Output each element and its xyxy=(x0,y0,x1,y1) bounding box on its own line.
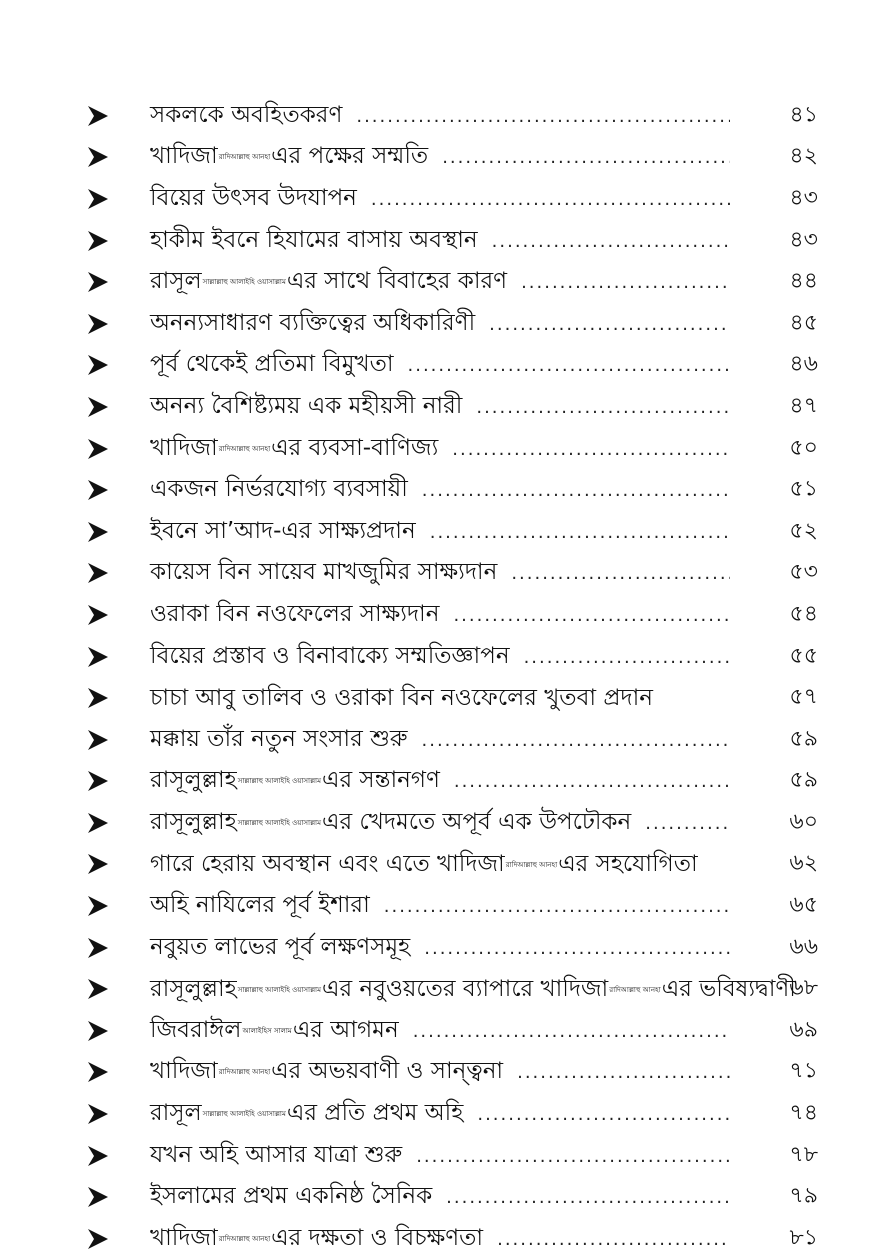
toc-entry-title xyxy=(150,516,730,548)
toc-entry[interactable] xyxy=(0,1135,870,1177)
toc-entry[interactable] xyxy=(0,469,870,511)
arrow-bullet-icon xyxy=(86,146,110,168)
arrow-bullet-icon xyxy=(86,1186,110,1208)
toc-entry[interactable] xyxy=(0,968,870,1010)
toc-entry-title xyxy=(150,641,730,673)
toc-page-number: ৪২ xyxy=(789,143,818,169)
dot-leader xyxy=(424,934,730,964)
toc-entry-text: অহি নাযিলের পূর্ব ইশারা xyxy=(150,892,370,919)
toc-entry-title xyxy=(150,1056,730,1088)
toc-entry-text: রাসূলুল্লাহ xyxy=(150,767,237,794)
toc-entry[interactable] xyxy=(0,802,870,844)
arrow-bullet-icon xyxy=(86,230,110,252)
toc-page-number: ৪৪ xyxy=(789,268,818,294)
arrow-bullet-icon xyxy=(86,479,110,501)
dot-leader xyxy=(452,435,730,465)
dot-leader xyxy=(645,809,730,839)
toc-entry-text: খাদিজা xyxy=(150,434,218,461)
dot-leader xyxy=(492,227,730,257)
toc-entry-text: এর সহযোগিতা xyxy=(558,851,698,878)
arrow-bullet-icon xyxy=(86,354,110,376)
arrow-bullet-icon xyxy=(86,1061,110,1083)
toc-entry-title xyxy=(150,1223,730,1255)
toc-entry-text: এর প্রতি প্রথম অহি xyxy=(286,1100,464,1127)
toc-entry-title xyxy=(150,724,730,756)
toc-entry-text: চাচা আবু তালিব ও ওরাকা বিন নওফেলের খুতবা প্রদান xyxy=(150,685,653,712)
toc-entry[interactable] xyxy=(0,95,870,137)
dot-leader xyxy=(497,1225,730,1255)
honorific-mark: সাল্লাল্লাহু আলাইহি ওয়াসাল্লাম xyxy=(237,818,321,827)
toc-page-number: ৭৮ xyxy=(789,1142,818,1168)
arrow-bullet-icon xyxy=(86,562,110,584)
arrow-bullet-icon xyxy=(86,188,110,210)
toc-entry-text: এর দক্ষতা ও বিচক্ষণতা xyxy=(271,1224,484,1251)
toc-entry-text: এর খেদমতে অপূর্ব এক উপঢৌকন xyxy=(321,808,632,835)
toc-entry[interactable] xyxy=(0,261,870,303)
arrow-bullet-icon xyxy=(86,271,110,293)
arrow-bullet-icon xyxy=(86,604,110,626)
dot-leader xyxy=(356,102,730,132)
toc-entry-title xyxy=(150,266,730,298)
toc-entry-text: সকলকে অবহিতকরণ xyxy=(150,101,343,128)
dot-leader xyxy=(454,767,730,797)
toc-page-number: ৫৯ xyxy=(789,726,818,752)
toc-page-number: ৬৯ xyxy=(789,1017,818,1043)
toc-entry-text: খাদিজা xyxy=(150,143,218,170)
toc-entry-title xyxy=(150,765,730,797)
toc-page-number: ৪৭ xyxy=(789,393,818,419)
toc-entry[interactable] xyxy=(0,511,870,553)
toc-entry-title xyxy=(150,474,730,506)
toc-entry-text: মক্কায় তাঁর নতুন সংসার শুরু xyxy=(150,725,408,752)
dot-leader xyxy=(442,143,730,173)
toc-entry-text: এর অভয়বাণী ও সান্ত্বনা xyxy=(271,1058,504,1085)
arrow-bullet-icon xyxy=(86,1228,110,1250)
toc-page-number: ৭৪ xyxy=(789,1100,818,1126)
honorific-mark: সাল্লাল্লাহু আলাইহি ওয়াসাল্লাম xyxy=(202,1110,286,1119)
toc-entry[interactable] xyxy=(0,927,870,969)
dot-leader xyxy=(511,559,730,589)
toc-entry[interactable] xyxy=(0,844,870,886)
toc-entry[interactable] xyxy=(0,428,870,470)
arrow-bullet-icon xyxy=(86,521,110,543)
toc-page-number: ৬২ xyxy=(789,850,818,876)
toc-entry[interactable] xyxy=(0,137,870,179)
toc-entry-title xyxy=(150,100,730,132)
honorific-mark: আলাইহিস সালাম xyxy=(242,1026,292,1035)
toc-entry-title xyxy=(150,433,730,465)
toc-entry[interactable] xyxy=(0,885,870,927)
toc-entry-text: জিবরাঈল xyxy=(150,1016,242,1043)
toc-entry[interactable] xyxy=(0,594,870,636)
arrow-bullet-icon xyxy=(86,396,110,418)
toc-entry[interactable] xyxy=(0,1218,870,1260)
toc-page-number: ৫০ xyxy=(789,435,818,461)
toc-entry-text: এর নবুওয়তের ব্যাপারে খাদিজা xyxy=(321,976,609,1003)
honorific-mark: সাল্লাল্লাহু আলাইহি ওয়াসাল্লাম xyxy=(237,986,321,995)
toc-entry[interactable] xyxy=(0,178,870,220)
toc-entry-text: এর সন্তানগণ xyxy=(321,767,440,794)
toc-entry-text: অনন্যসাধারণ ব্যক্তিত্বের অধিকারিণী xyxy=(150,309,476,336)
arrow-bullet-icon xyxy=(86,1103,110,1125)
toc-entry-text: এর ভবিষ্যদ্বাণী xyxy=(661,976,796,1003)
toc-page-number: ৭১ xyxy=(789,1058,818,1084)
toc-entry-title xyxy=(150,349,730,381)
toc-entry[interactable] xyxy=(0,303,870,345)
toc-entry-title xyxy=(150,849,730,879)
toc-entry[interactable] xyxy=(0,345,870,387)
toc-entry-text: হাকীম ইবনে হিযামের বাসায় অবস্থান xyxy=(150,226,478,253)
toc-page-number: ৫২ xyxy=(789,518,818,544)
toc-page-number: ৬৫ xyxy=(789,892,818,918)
honorific-mark: রাদিআল্লাহু আনহা xyxy=(218,153,271,162)
toc-entry-title xyxy=(150,1181,730,1213)
toc-entry[interactable] xyxy=(0,1093,870,1135)
dot-leader xyxy=(371,185,730,215)
dot-leader xyxy=(408,351,731,381)
toc-page-number: ৫৯ xyxy=(789,767,818,793)
dot-leader xyxy=(477,1100,730,1130)
toc-entry-title xyxy=(150,1140,730,1172)
arrow-bullet-icon xyxy=(86,812,110,834)
toc-entry-text: রাসূলুল্লাহ xyxy=(150,976,237,1003)
toc-entry-text: রাসূল xyxy=(150,1100,202,1127)
honorific-mark: সাল্লাল্লাহু আলাইহি ওয়াসাল্লাম xyxy=(202,278,286,287)
toc-entry-text: খাদিজা xyxy=(150,1224,218,1251)
toc-entry-text: এর ব্যবসা-বাণিজ্য xyxy=(271,434,439,461)
arrow-bullet-icon xyxy=(86,937,110,959)
toc-page-number: ৫৭ xyxy=(789,684,818,710)
honorific-mark: রাদিআল্লাহু আনহা xyxy=(218,444,271,453)
toc-page-number: ৭৯ xyxy=(789,1183,818,1209)
toc-entry[interactable] xyxy=(0,553,870,595)
toc-entry[interactable] xyxy=(0,761,870,803)
toc-entry-title xyxy=(150,890,730,922)
arrow-bullet-icon xyxy=(86,895,110,917)
toc-page-number: ৪৫ xyxy=(789,310,818,336)
toc-entry-title xyxy=(150,183,730,215)
toc-entry-text: এর পক্ষের সম্মতি xyxy=(271,143,429,170)
dot-leader xyxy=(446,1183,730,1213)
dot-leader xyxy=(517,1058,730,1088)
dot-leader xyxy=(453,601,730,631)
toc-entry-title xyxy=(150,141,730,173)
toc-page-number: ৪৩ xyxy=(789,227,818,253)
toc-page-number: ৬৮ xyxy=(789,975,818,1001)
toc-entry-text: এর আগমন xyxy=(292,1016,399,1043)
toc-entry-text: খাদিজা xyxy=(150,1058,218,1085)
toc-entry-title xyxy=(150,683,730,713)
toc-entry-text: কায়েস বিন সায়েব মাখজুমির সাক্ষ্যদান xyxy=(150,559,498,586)
arrow-bullet-icon xyxy=(86,105,110,127)
toc-entry-title xyxy=(150,599,730,631)
toc-entry-text: ওরাকা বিন নওফেলের সাক্ষ্যদান xyxy=(150,600,440,627)
toc-entry[interactable] xyxy=(0,719,870,761)
toc-entry[interactable] xyxy=(0,677,870,719)
toc-entry-title xyxy=(150,308,730,340)
arrow-bullet-icon xyxy=(86,978,110,1000)
toc-page-number: ৫৩ xyxy=(789,559,818,585)
toc-entry-text: নবুয়ত লাভের পূর্ব লক্ষণসমূহ xyxy=(150,933,411,960)
dot-leader xyxy=(413,1017,730,1047)
arrow-bullet-icon xyxy=(86,853,110,875)
arrow-bullet-icon xyxy=(86,438,110,460)
arrow-bullet-icon xyxy=(86,313,110,335)
honorific-mark: রাদিআল্লাহু আনহা xyxy=(218,1234,271,1243)
dot-leader xyxy=(476,393,730,423)
arrow-bullet-icon xyxy=(86,1020,110,1042)
toc-entry-text: অনন্য বৈশিষ্ট্যময় এক মহীয়সী নারী xyxy=(150,392,463,419)
toc-entry-text: ইসলামের প্রথম একনিষ্ঠ সৈনিক xyxy=(150,1183,433,1210)
dot-leader xyxy=(384,892,730,922)
arrow-bullet-icon xyxy=(86,646,110,668)
toc-page-number: ৪৬ xyxy=(789,351,818,377)
toc-entry-text: রাসূল xyxy=(150,268,202,295)
toc-entry-title xyxy=(150,1098,730,1130)
toc-entry-title xyxy=(150,807,730,839)
dot-leader xyxy=(422,476,730,506)
toc-page-number: ৬০ xyxy=(789,809,818,835)
toc-entry[interactable] xyxy=(0,220,870,262)
dot-leader xyxy=(430,518,730,548)
honorific-mark: রাদিআল্লাহু আনহা xyxy=(505,861,558,870)
toc-entry-text: বিয়ের উৎসব উদযাপন xyxy=(150,184,357,211)
toc-page-number: ৫৫ xyxy=(789,643,818,669)
toc-entry-title xyxy=(150,557,730,589)
toc-page-number: ৬৬ xyxy=(789,934,818,960)
toc-entry-title xyxy=(150,225,730,257)
toc-page-number: ৫৪ xyxy=(789,601,818,627)
dot-leader xyxy=(489,310,730,340)
honorific-mark: রাদিআল্লাহু আনহা xyxy=(609,986,661,995)
dot-leader xyxy=(422,726,730,756)
dot-leader xyxy=(416,1142,730,1172)
toc-page-number: ৪৩ xyxy=(789,185,818,211)
dot-leader xyxy=(521,268,730,298)
table-of-contents xyxy=(0,95,870,1260)
toc-page-number: ৪১ xyxy=(789,102,818,128)
honorific-mark: সাল্লাল্লাহু আলাইহি ওয়াসাল্লাম xyxy=(237,777,321,786)
dot-leader xyxy=(524,643,730,673)
toc-entry-text: যখন অহি আসার যাত্রা শুরু xyxy=(150,1141,403,1168)
toc-entry-text: পূর্ব থেকেই প্রতিমা বিমুখতা xyxy=(150,351,394,378)
toc-entry-text: রাসূলুল্লাহ xyxy=(150,808,237,835)
toc-page-number: ৫১ xyxy=(789,476,818,502)
toc-entry-text: এর সাথে বিবাহের কারণ xyxy=(286,268,508,295)
toc-entry-title xyxy=(150,932,730,964)
toc-entry[interactable] xyxy=(0,1176,870,1218)
toc-entry-title xyxy=(150,974,796,1004)
toc-entry[interactable] xyxy=(0,386,870,428)
toc-entry[interactable] xyxy=(0,1052,870,1094)
arrow-bullet-icon xyxy=(86,687,110,709)
arrow-bullet-icon xyxy=(86,770,110,792)
toc-entry[interactable] xyxy=(0,636,870,678)
toc-entry-title xyxy=(150,1015,730,1047)
honorific-mark: রাদিআল্লাহু আনহা xyxy=(218,1068,271,1077)
toc-entry-text: বিয়ের প্রস্তাব ও বিনাবাক্যে সম্মতিজ্ঞাপন xyxy=(150,642,510,669)
arrow-bullet-icon xyxy=(86,729,110,751)
toc-entry-text: একজন নির্ভরযোগ্য ব্যবসায়ী xyxy=(150,476,408,503)
toc-entry-text: ইবনে সা’আদ-এর সাক্ষ্যপ্রদান xyxy=(150,517,416,544)
toc-entry-text: গারে হেরায় অবস্থান এবং এতে খাদিজা xyxy=(150,851,505,878)
toc-page-number: ৮১ xyxy=(789,1225,818,1251)
toc-entry-title xyxy=(150,391,730,423)
toc-entry[interactable] xyxy=(0,1010,870,1052)
arrow-bullet-icon xyxy=(86,1145,110,1167)
